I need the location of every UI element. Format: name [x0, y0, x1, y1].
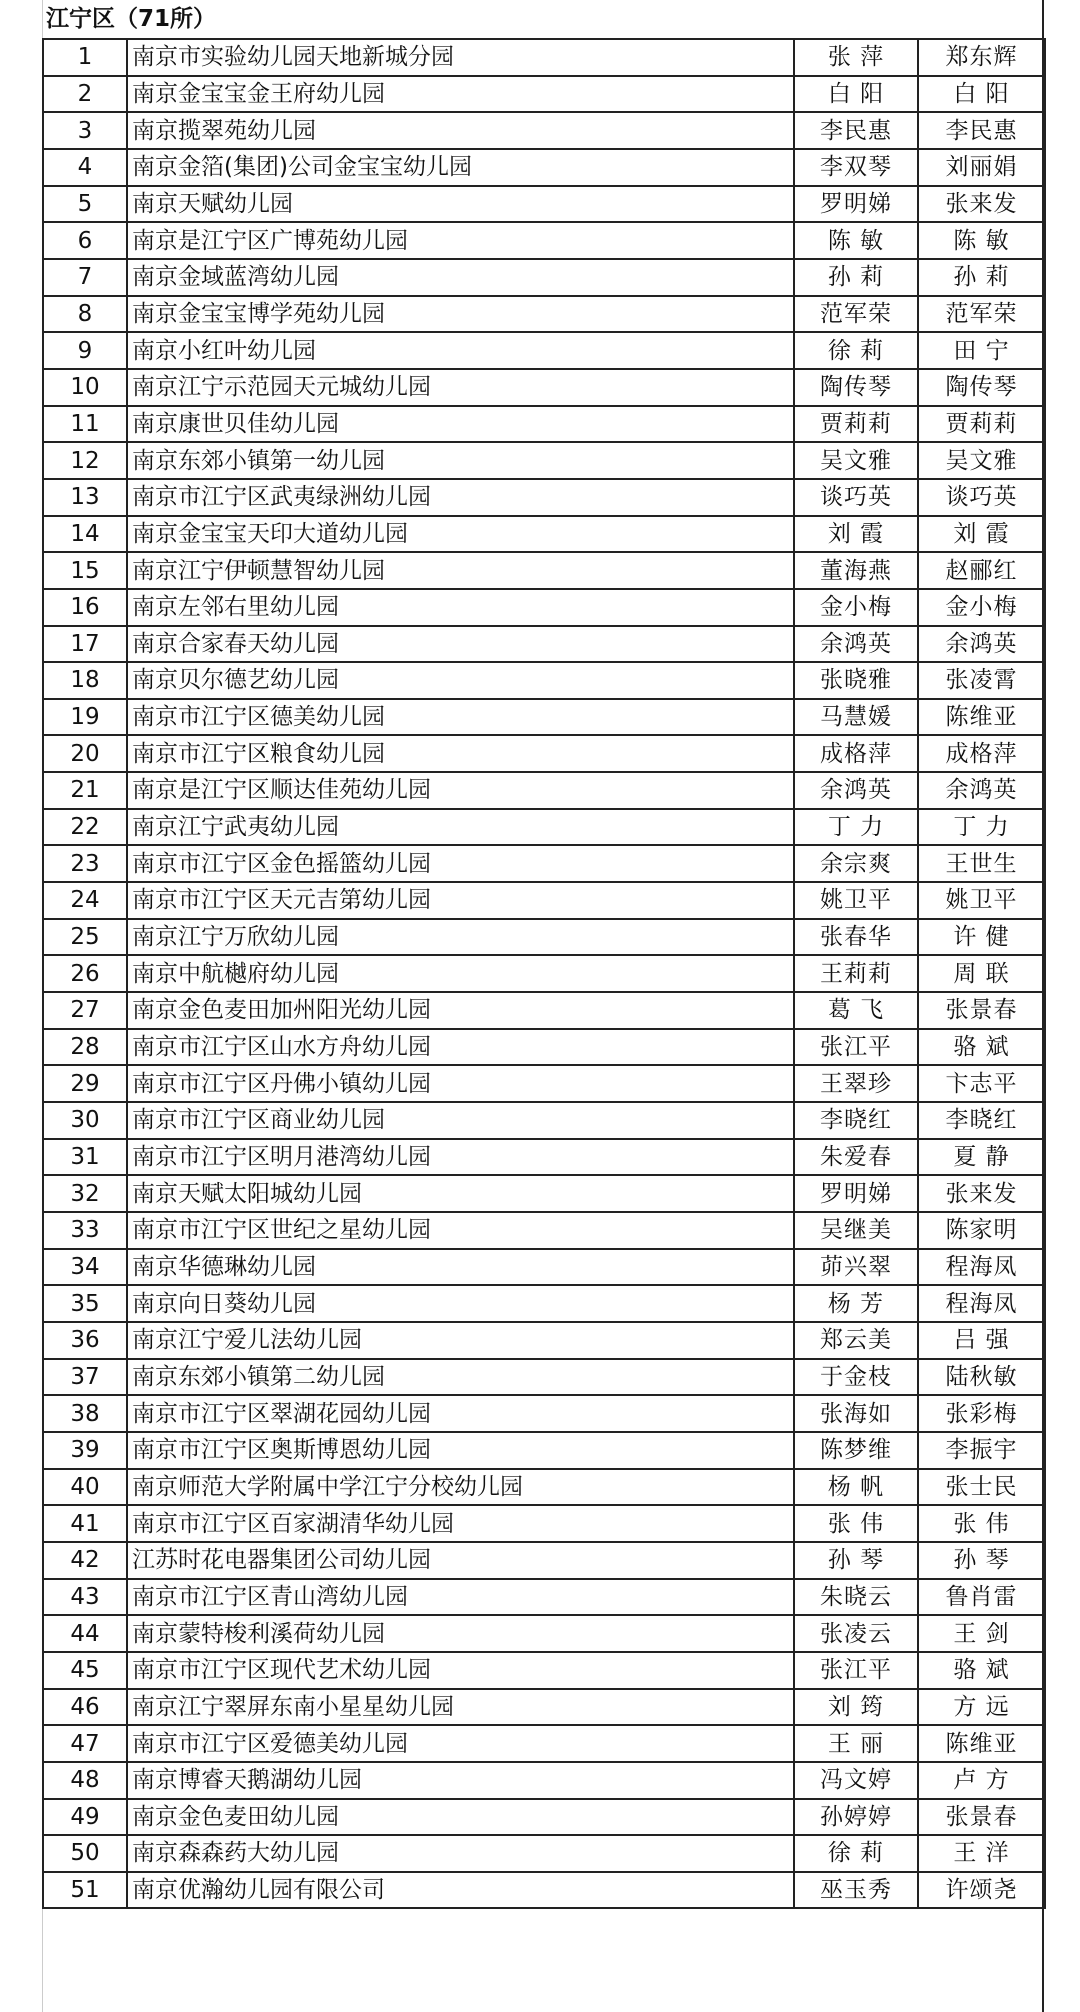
row-number: 37: [43, 1359, 127, 1396]
person-primary: 陈梦维: [794, 1432, 918, 1469]
table-row: [43, 186, 1045, 223]
person-secondary: 刘丽娟: [918, 149, 1045, 186]
person-primary: 孙 莉: [794, 259, 918, 296]
person-secondary: 鲁肖雷: [918, 1579, 1045, 1616]
person-primary: 白 阳: [794, 76, 918, 113]
person-primary: 孙婷婷: [794, 1799, 918, 1836]
kindergarten-name: 南京市江宁区爱德美幼儿园: [127, 1725, 794, 1762]
person-primary: 葛 飞: [794, 992, 918, 1029]
table-row: [43, 516, 1045, 553]
row-number: 9: [43, 332, 127, 369]
person-primary: 范军荣: [794, 296, 918, 333]
person-primary: 杨 帆: [794, 1469, 918, 1506]
person-primary: 朱晓云: [794, 1579, 918, 1616]
person-secondary: 孙 琴: [918, 1542, 1045, 1579]
table-row: [43, 479, 1045, 516]
table-row: [43, 1652, 1045, 1689]
person-secondary: 许 健: [918, 919, 1045, 956]
table-row: [43, 1065, 1045, 1102]
kindergarten-name: 南京市江宁区奥斯博恩幼儿园: [127, 1432, 794, 1469]
person-secondary: 郑东辉: [918, 39, 1045, 76]
person-secondary: 卢 方: [918, 1762, 1045, 1799]
person-primary: 吴文雅: [794, 442, 918, 479]
person-primary: 贾莉莉: [794, 406, 918, 443]
row-number: 20: [43, 735, 127, 772]
table-row: [43, 1102, 1045, 1139]
table-row: [43, 1395, 1045, 1432]
table-row: [43, 1175, 1045, 1212]
person-primary: 陈 敏: [794, 222, 918, 259]
person-secondary: 程海凤: [918, 1285, 1045, 1322]
person-primary: 吴继美: [794, 1212, 918, 1249]
row-number: 22: [43, 809, 127, 846]
person-secondary: 陈家明: [918, 1212, 1045, 1249]
table-row: [43, 809, 1045, 846]
table-row: [43, 1689, 1045, 1726]
person-primary: 陶传琴: [794, 369, 918, 406]
row-number: 6: [43, 222, 127, 259]
person-primary: 李晓红: [794, 1102, 918, 1139]
table-row: [43, 882, 1045, 919]
kindergarten-name: 江苏时花电器集团公司幼儿园: [127, 1542, 794, 1579]
row-number: 1: [43, 39, 127, 76]
person-primary: 丁 力: [794, 809, 918, 846]
person-secondary: 程海凤: [918, 1249, 1045, 1286]
person-secondary: 张彩梅: [918, 1395, 1045, 1432]
kindergarten-name: 南京市江宁区德美幼儿园: [127, 699, 794, 736]
table-row: [43, 1505, 1045, 1542]
row-number: 4: [43, 149, 127, 186]
kindergarten-table-body: [43, 39, 1045, 1908]
person-secondary: 方 远: [918, 1689, 1045, 1726]
kindergarten-name: 南京金宝宝博学苑幼儿园: [127, 296, 794, 333]
table-row: [43, 845, 1045, 882]
person-primary: 李双琴: [794, 149, 918, 186]
person-primary: 孙 琴: [794, 1542, 918, 1579]
person-primary: 张凌云: [794, 1615, 918, 1652]
kindergarten-name: 南京森森药大幼儿园: [127, 1835, 794, 1872]
person-secondary: 张景春: [918, 992, 1045, 1029]
person-secondary: 丁 力: [918, 809, 1045, 846]
kindergarten-name: 南京东郊小镇第二幼儿园: [127, 1359, 794, 1396]
row-number: 7: [43, 259, 127, 296]
table-row: [43, 1615, 1045, 1652]
row-number: 51: [43, 1872, 127, 1909]
row-number: 50: [43, 1835, 127, 1872]
kindergarten-name: 南京合家春天幼儿园: [127, 626, 794, 663]
table-row: [43, 1322, 1045, 1359]
person-secondary: 张凌霄: [918, 662, 1045, 699]
row-number: 44: [43, 1615, 127, 1652]
kindergarten-name: 南京康世贝佳幼儿园: [127, 406, 794, 443]
person-primary: 张春华: [794, 919, 918, 956]
row-number: 40: [43, 1469, 127, 1506]
row-number: 42: [43, 1542, 127, 1579]
kindergarten-name: 南京天赋太阳城幼儿园: [127, 1175, 794, 1212]
person-secondary: 骆 斌: [918, 1652, 1045, 1689]
kindergarten-name: 南京市江宁区翠湖花园幼儿园: [127, 1395, 794, 1432]
person-secondary: 陈 敏: [918, 222, 1045, 259]
row-number: 17: [43, 626, 127, 663]
row-number: 48: [43, 1762, 127, 1799]
person-primary: 张 萍: [794, 39, 918, 76]
person-secondary: 赵郦红: [918, 552, 1045, 589]
person-primary: 张 伟: [794, 1505, 918, 1542]
table-row: [43, 1029, 1045, 1066]
person-secondary: 张来发: [918, 1175, 1045, 1212]
person-secondary: 王 洋: [918, 1835, 1045, 1872]
person-secondary: 吕 强: [918, 1322, 1045, 1359]
person-secondary: 吴文雅: [918, 442, 1045, 479]
person-secondary: 陈维亚: [918, 1725, 1045, 1762]
kindergarten-name: 南京博睿天鹅湖幼儿园: [127, 1762, 794, 1799]
row-number: 43: [43, 1579, 127, 1616]
table-row: [43, 39, 1045, 76]
kindergarten-name: 南京是江宁区顺达佳苑幼儿园: [127, 772, 794, 809]
person-secondary: 孙 莉: [918, 259, 1045, 296]
table-row: [43, 1579, 1045, 1616]
person-secondary: 许颂尧: [918, 1872, 1045, 1909]
kindergarten-name: 南京优瀚幼儿园有限公司: [127, 1872, 794, 1909]
kindergarten-name: 南京蒙特梭利溪荷幼儿园: [127, 1615, 794, 1652]
row-number: 35: [43, 1285, 127, 1322]
row-number: 23: [43, 845, 127, 882]
person-secondary: 余鸿英: [918, 772, 1045, 809]
kindergarten-name: 南京市江宁区天元吉第幼儿园: [127, 882, 794, 919]
table-row: [43, 259, 1045, 296]
kindergarten-name: 南京市江宁区青山湾幼儿园: [127, 1579, 794, 1616]
table-row: [43, 1542, 1045, 1579]
person-primary: 张江平: [794, 1652, 918, 1689]
person-secondary: 田 宁: [918, 332, 1045, 369]
kindergarten-name: 南京市江宁区粮食幼儿园: [127, 735, 794, 772]
kindergarten-name: 南京师范大学附属中学江宁分校幼儿园: [127, 1469, 794, 1506]
row-number: 28: [43, 1029, 127, 1066]
person-primary: 茆兴翠: [794, 1249, 918, 1286]
person-primary: 王翠珍: [794, 1065, 918, 1102]
row-number: 25: [43, 919, 127, 956]
person-secondary: 夏 静: [918, 1139, 1045, 1176]
kindergarten-name: 南京是江宁区广博苑幼儿园: [127, 222, 794, 259]
kindergarten-name: 南京江宁万欣幼儿园: [127, 919, 794, 956]
table-row: [43, 1359, 1045, 1396]
table-row: [43, 1835, 1045, 1872]
person-secondary: 骆 斌: [918, 1029, 1045, 1066]
row-number: 29: [43, 1065, 127, 1102]
row-number: 15: [43, 552, 127, 589]
person-secondary: 卞志平: [918, 1065, 1045, 1102]
table-row: [43, 1285, 1045, 1322]
kindergarten-name: 南京向日葵幼儿园: [127, 1285, 794, 1322]
kindergarten-name: 南京金色麦田幼儿园: [127, 1799, 794, 1836]
row-number: 34: [43, 1249, 127, 1286]
person-primary: 谈巧英: [794, 479, 918, 516]
person-secondary: 李振宇: [918, 1432, 1045, 1469]
kindergarten-name: 南京金域蓝湾幼儿园: [127, 259, 794, 296]
row-number: 31: [43, 1139, 127, 1176]
person-secondary: 王 剑: [918, 1615, 1045, 1652]
person-secondary: 张景春: [918, 1799, 1045, 1836]
person-secondary: 余鸿英: [918, 626, 1045, 663]
person-primary: 王 丽: [794, 1725, 918, 1762]
person-secondary: 谈巧英: [918, 479, 1045, 516]
row-number: 47: [43, 1725, 127, 1762]
row-number: 24: [43, 882, 127, 919]
person-primary: 张晓雅: [794, 662, 918, 699]
kindergarten-name: 南京江宁武夷幼儿园: [127, 809, 794, 846]
person-secondary: 金小梅: [918, 589, 1045, 626]
row-number: 49: [43, 1799, 127, 1836]
table-row: [43, 919, 1045, 956]
kindergarten-name: 南京市江宁区现代艺术幼儿园: [127, 1652, 794, 1689]
row-number: 45: [43, 1652, 127, 1689]
kindergarten-name: 南京金箔(集团)公司金宝宝幼儿园: [127, 149, 794, 186]
row-number: 11: [43, 406, 127, 443]
person-secondary: 张士民: [918, 1469, 1045, 1506]
kindergarten-name: 南京江宁爱儿法幼儿园: [127, 1322, 794, 1359]
row-number: 38: [43, 1395, 127, 1432]
row-number: 5: [43, 186, 127, 223]
row-number: 46: [43, 1689, 127, 1726]
table-row: [43, 222, 1045, 259]
table-row: [43, 1872, 1045, 1909]
table-row: [43, 1762, 1045, 1799]
person-primary: 王莉莉: [794, 955, 918, 992]
person-primary: 金小梅: [794, 589, 918, 626]
kindergarten-name: 南京江宁伊顿慧智幼儿园: [127, 552, 794, 589]
person-primary: 朱爱春: [794, 1139, 918, 1176]
kindergarten-name: 南京天赋幼儿园: [127, 186, 794, 223]
table-row: [43, 992, 1045, 1029]
person-secondary: 李晓红: [918, 1102, 1045, 1139]
person-primary: 徐 莉: [794, 1835, 918, 1872]
person-primary: 杨 芳: [794, 1285, 918, 1322]
table-row: [43, 1469, 1045, 1506]
table-row: [43, 589, 1045, 626]
person-primary: 董海燕: [794, 552, 918, 589]
kindergarten-table: [42, 38, 1046, 1909]
kindergarten-name: 南京东郊小镇第一幼儿园: [127, 442, 794, 479]
row-number: 10: [43, 369, 127, 406]
kindergarten-name: 南京市江宁区丹佛小镇幼儿园: [127, 1065, 794, 1102]
row-number: 21: [43, 772, 127, 809]
person-primary: 刘 霞: [794, 516, 918, 553]
person-primary: 巫玉秀: [794, 1872, 918, 1909]
person-primary: 余宗爽: [794, 845, 918, 882]
row-number: 30: [43, 1102, 127, 1139]
person-secondary: 贾莉莉: [918, 406, 1045, 443]
row-number: 16: [43, 589, 127, 626]
kindergarten-name: 南京市江宁区明月港湾幼儿园: [127, 1139, 794, 1176]
person-primary: 张海如: [794, 1395, 918, 1432]
person-secondary: 白 阳: [918, 76, 1045, 113]
person-secondary: 范军荣: [918, 296, 1045, 333]
kindergarten-name: 南京市江宁区山水方舟幼儿园: [127, 1029, 794, 1066]
kindergarten-name: 南京中航樾府幼儿园: [127, 955, 794, 992]
person-secondary: 张 伟: [918, 1505, 1045, 1542]
kindergarten-name: 南京市江宁区世纪之星幼儿园: [127, 1212, 794, 1249]
kindergarten-name: 南京金色麦田加州阳光幼儿园: [127, 992, 794, 1029]
person-primary: 罗明娣: [794, 1175, 918, 1212]
kindergarten-name: 南京揽翠苑幼儿园: [127, 112, 794, 149]
person-secondary: 刘 霞: [918, 516, 1045, 553]
row-number: 32: [43, 1175, 127, 1212]
table-row: [43, 332, 1045, 369]
row-number: 14: [43, 516, 127, 553]
person-secondary: 成格萍: [918, 735, 1045, 772]
person-primary: 马慧媛: [794, 699, 918, 736]
person-primary: 冯文婷: [794, 1762, 918, 1799]
person-secondary: 张来发: [918, 186, 1045, 223]
table-row: [43, 296, 1045, 333]
person-primary: 成格萍: [794, 735, 918, 772]
row-number: 8: [43, 296, 127, 333]
person-secondary: 王世生: [918, 845, 1045, 882]
table-row: [43, 735, 1045, 772]
row-number: 18: [43, 662, 127, 699]
row-number: 19: [43, 699, 127, 736]
kindergarten-name: 南京小红叶幼儿园: [127, 332, 794, 369]
person-primary: 余鸿英: [794, 626, 918, 663]
table-row: [43, 76, 1045, 113]
table-row: [43, 149, 1045, 186]
person-secondary: 姚卫平: [918, 882, 1045, 919]
table-row: [43, 1799, 1045, 1836]
person-primary: 于金枝: [794, 1359, 918, 1396]
kindergarten-name: 南京金宝宝天印大道幼儿园: [127, 516, 794, 553]
row-number: 41: [43, 1505, 127, 1542]
table-row: [43, 1432, 1045, 1469]
kindergarten-name: 南京贝尔德艺幼儿园: [127, 662, 794, 699]
row-number: 12: [43, 442, 127, 479]
table-row: [43, 772, 1045, 809]
person-primary: 罗明娣: [794, 186, 918, 223]
table-row: [43, 406, 1045, 443]
table-row: [43, 442, 1045, 479]
table-row: [43, 662, 1045, 699]
table-row: [43, 112, 1045, 149]
row-number: 2: [43, 76, 127, 113]
row-number: 13: [43, 479, 127, 516]
kindergarten-name: 南京市江宁区金色摇篮幼儿园: [127, 845, 794, 882]
kindergarten-name: 南京市江宁区武夷绿洲幼儿园: [127, 479, 794, 516]
table-row: [43, 1725, 1045, 1762]
person-primary: 郑云美: [794, 1322, 918, 1359]
kindergarten-name: 南京金宝宝金王府幼儿园: [127, 76, 794, 113]
person-primary: 徐 莉: [794, 332, 918, 369]
kindergarten-name: 南京市实验幼儿园天地新城分园: [127, 39, 794, 76]
table-row: [43, 626, 1045, 663]
table-row: [43, 1249, 1045, 1286]
table-row: [43, 1139, 1045, 1176]
kindergarten-name: 南京市江宁区百家湖清华幼儿园: [127, 1505, 794, 1542]
kindergarten-name: 南京江宁翠屏东南小星星幼儿园: [127, 1689, 794, 1726]
kindergarten-name: 南京左邻右里幼儿园: [127, 589, 794, 626]
row-number: 33: [43, 1212, 127, 1249]
row-number: 39: [43, 1432, 127, 1469]
kindergarten-name: 南京江宁示范园天元城幼儿园: [127, 369, 794, 406]
person-primary: 张江平: [794, 1029, 918, 1066]
row-number: 27: [43, 992, 127, 1029]
row-number: 26: [43, 955, 127, 992]
row-number: 36: [43, 1322, 127, 1359]
table-row: [43, 955, 1045, 992]
person-secondary: 陈维亚: [918, 699, 1045, 736]
person-primary: 刘 筠: [794, 1689, 918, 1726]
person-primary: 姚卫平: [794, 882, 918, 919]
person-secondary: 陶传琴: [918, 369, 1045, 406]
table-row: [43, 699, 1045, 736]
kindergarten-name: 南京市江宁区商业幼儿园: [127, 1102, 794, 1139]
person-secondary: 李民惠: [918, 112, 1045, 149]
kindergarten-name: 南京华德琳幼儿园: [127, 1249, 794, 1286]
person-secondary: 陆秋敏: [918, 1359, 1045, 1396]
person-primary: 余鸿英: [794, 772, 918, 809]
district-header: 江宁区（71所）: [46, 6, 217, 32]
table-row: [43, 1212, 1045, 1249]
person-primary: 李民惠: [794, 112, 918, 149]
table-row: [43, 369, 1045, 406]
person-secondary: 周 联: [918, 955, 1045, 992]
row-number: 3: [43, 112, 127, 149]
table-row: [43, 552, 1045, 589]
